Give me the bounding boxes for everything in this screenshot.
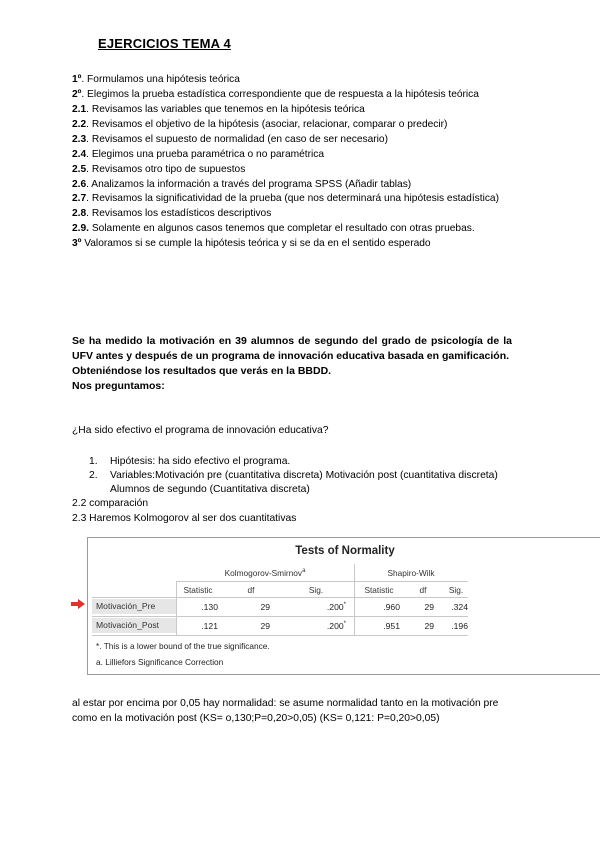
step-item	[72, 236, 522, 251]
step-text: . Elegimos una prueba paramétrica o no paramétrica	[86, 149, 325, 160]
step-item	[72, 132, 522, 147]
step-number: 1º	[72, 74, 82, 85]
list-number: 2.	[89, 470, 98, 481]
conclusion-text: al estar por encima por 0,05 hay normalidad: se asume normalidad tanto en la motivación pre como en la motivación post (KS= o,130;P=0,20>0,05) (KS= 0,121: P=0,20>0,05)	[72, 698, 499, 724]
row-label: Motivación_Pre	[92, 599, 176, 614]
step-item	[72, 72, 522, 87]
steps-list	[72, 72, 522, 251]
group-header-sw: Shapiro-Wilk	[387, 568, 435, 578]
step-number: 2.8	[72, 208, 87, 219]
col-header: df	[247, 585, 255, 595]
step-item	[72, 221, 522, 236]
list-text: Variables:Motivación pre (cuantitativa discreta) Motivación post (cuantitativa discreta) Alumnos de segundo (Cuantitativa discreta)	[110, 470, 498, 495]
col-divider	[176, 581, 177, 635]
step-item	[72, 117, 522, 132]
step-text: . Revisamos los estadísticos descriptivos	[86, 208, 272, 219]
step-number: 2.5	[72, 164, 87, 175]
step-number: 2.1	[72, 104, 87, 115]
col-divider	[354, 564, 355, 635]
table-cell: .121	[201, 621, 218, 631]
step-number: 2.9.	[72, 223, 89, 234]
table-cell: .196	[451, 621, 468, 631]
numbered-list	[72, 455, 522, 497]
step-item	[72, 177, 522, 192]
step-text: . Formulamos una hipótesis teórica	[81, 74, 240, 85]
header-divider	[176, 581, 468, 582]
normality-table	[87, 537, 600, 675]
step-text: . Revisamos el objetivo de la hipótesis (asociar, relacionar, comparar o predecir)	[86, 119, 448, 130]
step-text: . Revisamos otro tipo de supuestos	[86, 164, 246, 175]
step-number: 2.6	[72, 179, 87, 190]
step-22-line: 2.2 comparación	[72, 498, 149, 509]
step-number: 2.4	[72, 149, 87, 160]
col-header: Statistic	[183, 585, 213, 595]
table-footnote: a. Lilliefors Significance Correction	[96, 657, 224, 667]
list-item	[72, 455, 522, 469]
step-text: Valoramos si se cumple la hipótesis teórica y si se da en el sentido esperado	[81, 238, 431, 249]
col-header: df	[419, 585, 427, 595]
step-number: 2.7	[72, 193, 87, 204]
page-title: EJERCICIOS TEMA 4	[98, 36, 231, 51]
table-cell: .951	[383, 621, 400, 631]
step-number: 3º	[72, 238, 82, 249]
step-number: 2.3	[72, 134, 87, 145]
step-text: . Analizamos la información a través del programa SPSS (Añadir tablas)	[86, 179, 412, 190]
group-header-ks: Kolmogorov-Smirnov$^a$	[224, 568, 306, 578]
step-number: 2.2	[72, 119, 87, 130]
col-header: Sig.	[308, 585, 324, 595]
list-text: Hipótesis: ha sido efectivo el programa.	[110, 456, 291, 467]
intro-block	[72, 334, 512, 394]
step-item	[72, 162, 522, 177]
step-text: . Elegimos la prueba estadística correspondiente que de respuesta a la hipótesis teórica	[81, 89, 479, 100]
step-number: 2º	[72, 89, 82, 100]
table-cell: 29	[260, 621, 270, 631]
table-cell: .324	[451, 602, 468, 612]
table-cell: .200*	[326, 602, 346, 612]
step-item	[72, 206, 522, 221]
intro-question-lead: Nos preguntamos:	[72, 380, 165, 392]
row-divider	[92, 597, 468, 598]
intro-results: Obteniéndose los resultados que verás en la BBDD.	[72, 365, 332, 377]
step-23-line: 2.3 Haremos Kolmogorov al ser dos cuantitativas	[72, 513, 297, 524]
row-label: Motivación_Post	[92, 618, 176, 633]
table-footnote: *. This is a lower bound of the true significance.	[96, 641, 270, 651]
table-cell: 29	[424, 602, 434, 612]
step-text: Solamente en algunos casos tenemos que completar el resultado con otras pruebas.	[89, 223, 475, 234]
step-text: . Revisamos la significatividad de la prueba (que nos determinará una hipótesis estadística)	[86, 193, 499, 204]
step-item	[72, 147, 522, 162]
row-divider	[92, 616, 468, 617]
step-item	[72, 102, 522, 117]
table-cell: .960	[383, 602, 400, 612]
table-title: Tests of Normality	[295, 545, 395, 557]
step-text: . Revisamos el supuesto de normalidad (en caso de ser necesario)	[86, 134, 388, 145]
red-arrow-icon	[71, 599, 85, 609]
step-text: . Revisamos las variables que tenemos en la hipótesis teórica	[86, 104, 365, 115]
table-cell: .200*	[326, 621, 346, 631]
table-cell: .130	[201, 602, 218, 612]
intro-paragraph: Se ha medido la motivación en 39 alumnos de segundo del grado de psicología de la UFV antes y después de un programa de innovación educativa basada en gamificación.	[72, 335, 512, 362]
step-item	[72, 87, 522, 102]
research-question: ¿Ha sido efectivo el programa de innovación educativa?	[72, 425, 329, 436]
row-divider	[92, 635, 468, 636]
step-item	[72, 192, 522, 206]
list-item	[72, 469, 522, 497]
col-header: Statistic	[364, 585, 394, 595]
list-number: 1.	[89, 456, 98, 467]
table-cell: 29	[260, 602, 270, 612]
col-header: Sig.	[448, 585, 464, 595]
table-cell: 29	[424, 621, 434, 631]
